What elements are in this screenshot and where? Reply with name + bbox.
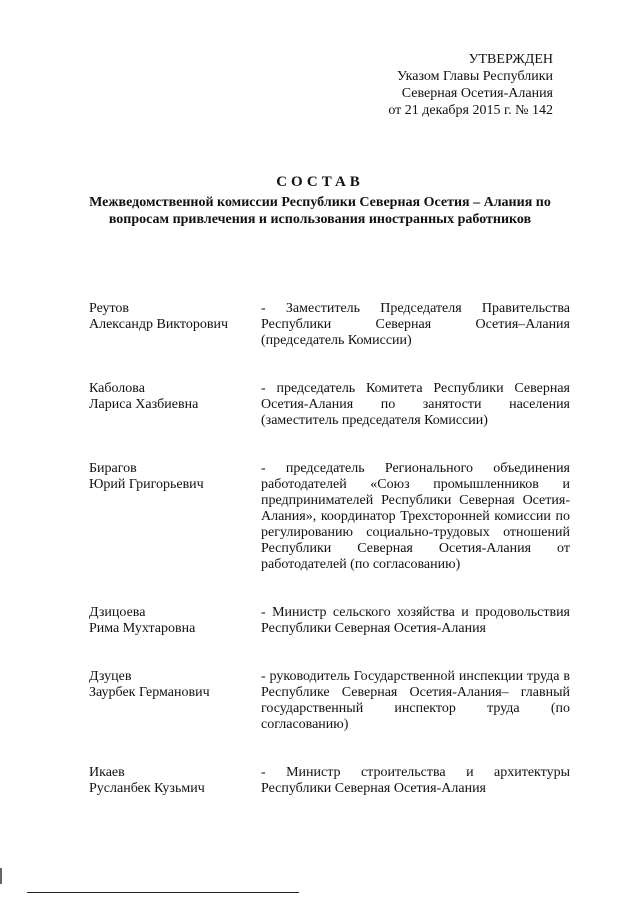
- member-surname: Бирагов: [89, 461, 137, 476]
- member-given-name: Лариса Хазбиевна: [89, 397, 199, 412]
- member-list: [89, 301, 570, 829]
- member-surname: Дзуцев: [89, 669, 132, 684]
- member-row: [89, 669, 570, 733]
- member-role: - Министр строительства и архитектуры Республики Северная Осетия-Алания: [261, 765, 570, 796]
- member-name: [89, 669, 261, 733]
- member-given-name: Рима Мухтаровна: [89, 621, 196, 636]
- document-title: СОСТАВ: [276, 174, 364, 190]
- scan-edge-mark: [0, 868, 2, 884]
- approval-region: Северная Осетия-Алания: [401, 86, 553, 101]
- document-heading: [0, 174, 640, 228]
- member-surname: Икаев: [89, 765, 125, 780]
- member-role: - Министр сельского хозяйства и продовольствия Республики Северная Осетия-Алания: [261, 605, 570, 636]
- member-name: [89, 461, 261, 573]
- member-name: [89, 381, 261, 429]
- member-name: [89, 765, 261, 797]
- document-subtitle: Межведомственной комиссии Республики Северная Осетия – Алания по вопросам привлечения и использования иностранных работников: [89, 195, 551, 227]
- footer-rule: [27, 892, 299, 893]
- member-row: [89, 301, 570, 349]
- approval-date-number: от 21 декабря 2015 г. № 142: [388, 103, 553, 118]
- member-role: - председатель Комитета Республики Северная Осетия-Алания по занятости населения (заместитель председателя Комиссии): [261, 381, 570, 428]
- member-name: [89, 605, 261, 637]
- member-surname: Реутов: [89, 301, 130, 316]
- member-role: - председатель Регионального объединения работодателей «Союз промышленников и предпринимателей Республики Северная Осетия-Алания», координатор Трехсторонней комиссии по регулированию социально-трудовых отношений Республики Северная Осетия-Алания от работодателей (по согласованию): [261, 461, 570, 572]
- member-given-name: Александр Викторович: [89, 317, 229, 332]
- member-role: - руководитель Государственной инспекции труда в Республике Северная Осетия-Алания– главный государственный инспектор труда (по согласованию): [261, 669, 570, 732]
- member-role: - Заместитель Председателя Правительства Республики Северная Осетия–Алания (председатель Комиссии): [261, 301, 570, 348]
- member-given-name: Юрий Григорьевич: [89, 477, 204, 492]
- member-row: [89, 381, 570, 429]
- member-given-name: Русланбек Кузьмич: [89, 781, 205, 796]
- approval-block: [388, 51, 553, 119]
- member-row: [89, 765, 570, 797]
- member-given-name: Заурбек Германович: [89, 685, 210, 700]
- member-surname: Дзицоева: [89, 605, 146, 620]
- member-name: [89, 301, 261, 349]
- approval-status: УТВЕРЖДЕН: [468, 52, 553, 67]
- approval-decree: Указом Главы Республики: [396, 69, 553, 84]
- member-row: [89, 461, 570, 573]
- member-row: [89, 605, 570, 637]
- member-surname: Каболова: [89, 381, 145, 396]
